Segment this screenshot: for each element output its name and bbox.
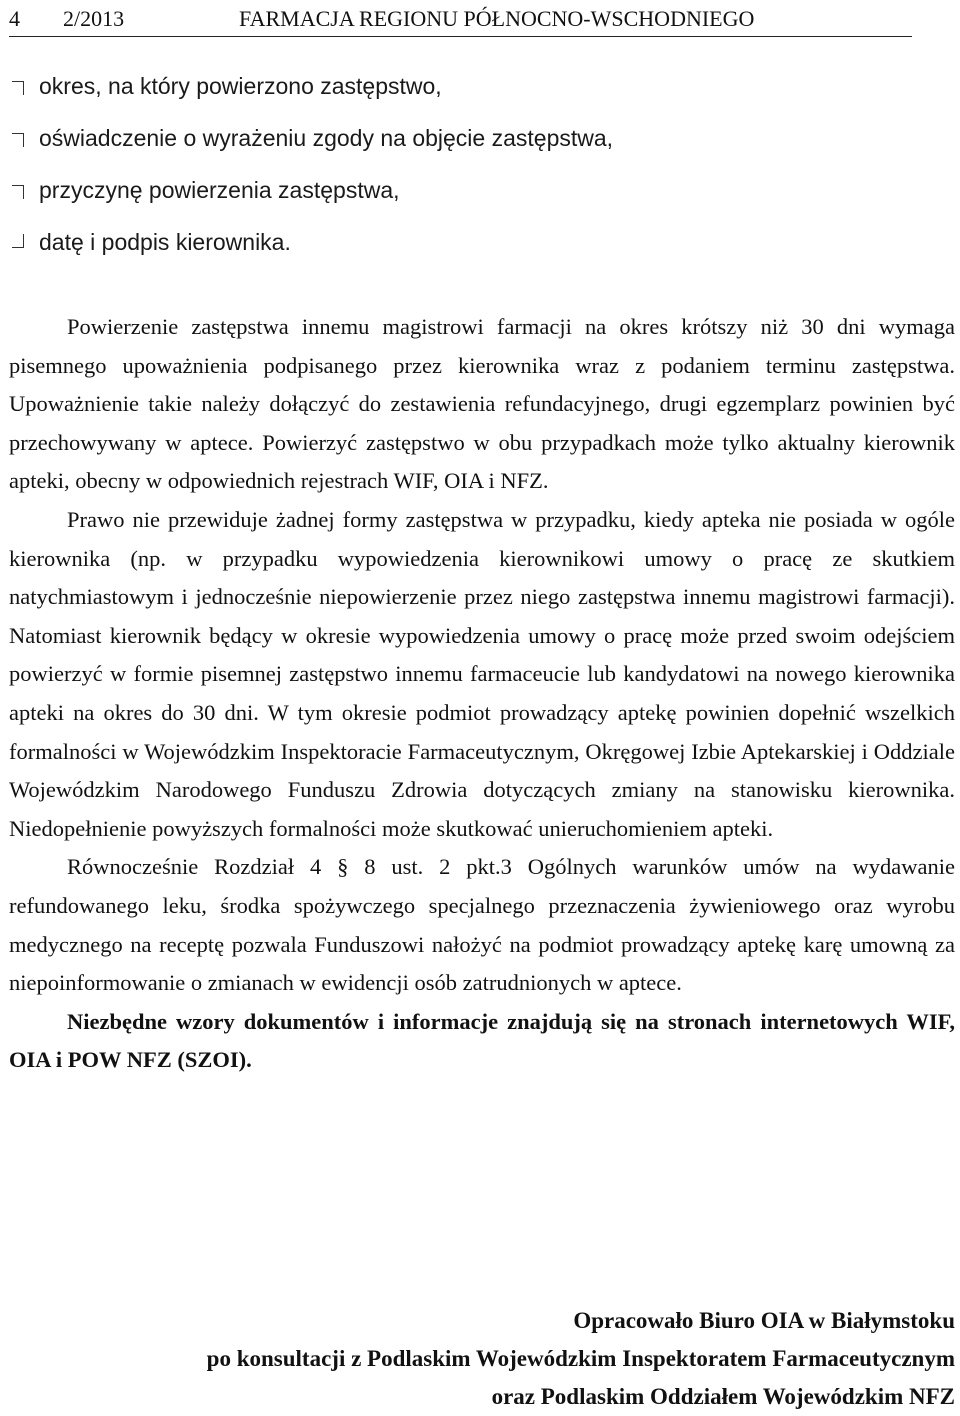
page-number: 4 bbox=[9, 6, 20, 31]
bullet-marker-icon bbox=[12, 234, 24, 248]
bullet-marker-icon bbox=[12, 133, 24, 147]
list-item-text: okres, na który powierzono zastępstwo, bbox=[39, 73, 442, 99]
issue-number: 2/2013 bbox=[63, 6, 125, 31]
signature-block bbox=[9, 1302, 955, 1416]
bullet-marker-icon bbox=[12, 185, 24, 199]
paragraph-delegation: Powierzenie zastępstwa innemu magistrowi farmacji na okres krótszy niż 30 dni wymaga pisemnego upoważnienia podpisanego przez kierownika wraz z podaniem terminu zastępstwa. Upoważnienie takie należy dołączyć do zestawienia refundacyjnego, drugi egzemplarz powinien być przechowywany w aptece. Powierzyć zastępstwo w obu przypadkach może tylko aktualny kierownik apteki, obecny w odpowiednich rejestrach WIF, OIA i NFZ. bbox=[9, 314, 955, 494]
list-item bbox=[12, 118, 912, 170]
paragraph-no-manager: Prawo nie przewiduje żadnej formy zastępstwa w przypadku, kiedy apteka nie posiada w ogóle kierownika (np. w przypadku wypowiedzenia kierownikowi umowy o pracę ze skutkiem natychmiastowym i jednocześnie niepowierzenie przez niego zastępstwa innemu magistrowi farmacji). Natomiast kierownik będący w okresie wypowiedzenia umowy o pracę może przed swoim odejściem powierzyć w formie pisemnej zastępstwo innemu farmaceucie lub kandydatowi na nowego kierownika apteki na okres do 30 dni. W tym okresie podmiot prowadzący aptekę powinien dopełnić wszelkich formalności w Wojewódzkim Inspektoracie Farmaceutycznym, Okręgowej Izbie Aptekarskiej i Oddziale Wojewódzkim Narodowego Funduszu Zdrowia dotyczących zmiany na stanowisku kierownika. Niedopełnienie powyższych formalności może skutkować unieruchomieniem apteki. bbox=[9, 506, 955, 841]
bullet-marker-icon bbox=[12, 81, 24, 95]
signature-line: Opracowało Biuro OIA w Białymstoku bbox=[573, 1308, 955, 1333]
list-item bbox=[12, 222, 912, 274]
list-item bbox=[12, 170, 912, 222]
signature-line: po konsultacji z Podlaskim Wojewódzkim Inspektoratem Farmaceutycznym bbox=[206, 1346, 955, 1371]
article-body bbox=[9, 308, 955, 1080]
paragraph-resources: Niezbędne wzory dokumentów i informacje znajdują się na stronach internetowych WIF, OIA i POW NFZ (SZOI). bbox=[9, 1008, 955, 1073]
journal-title: FARMACJA REGIONU PÓŁNOCNO-WSCHODNIEGO bbox=[239, 6, 755, 31]
list-item-text: przyczynę powierzenia zastępstwa, bbox=[39, 177, 400, 203]
list-item bbox=[12, 66, 912, 118]
signature-line: oraz Podlaskim Oddziałem Wojewódzkim NFZ bbox=[491, 1384, 955, 1409]
paragraph-contract-penalty: Równocześnie Rozdział 4 § 8 ust. 2 pkt.3 Ogólnych warunków umów na wydawanie refundowanego leku, środka spożywczego specjalnego przeznaczenia żywieniowego oraz wyrobu medycznego na receptę pozwala Funduszowi nałożyć na podmiot prowadzący aptekę karę umowną za niepoinformowanie o zmianach w ewidencji osób zatrudnionych w aptece. bbox=[9, 854, 955, 996]
list-item-text: oświadczenie o wyrażeniu zgody na objęcie zastępstwa, bbox=[39, 125, 614, 151]
bullet-list bbox=[12, 66, 912, 274]
page-header bbox=[9, 4, 912, 37]
list-item-text: datę i podpis kierownika. bbox=[39, 229, 291, 255]
